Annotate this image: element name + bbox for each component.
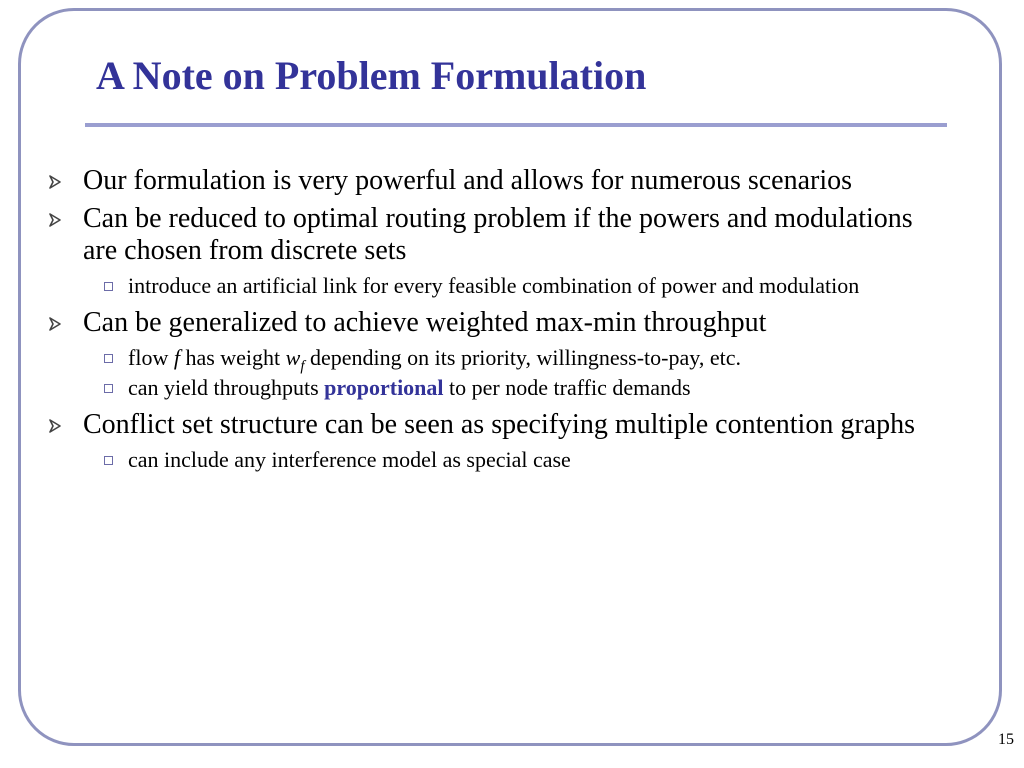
arrow-bullet-icon [48,175,62,189]
sub-bullet-text-part: can yield throughputs [128,375,325,400]
title-divider [85,123,947,127]
bullet-item [48,203,948,267]
square-bullet-icon [104,282,113,291]
sub-bullet-text: introduce an artificial link for every feasible combination of power and modulation [128,273,860,298]
bullet-text: Conflict set structure can be seen as specifying multiple contention graphs [83,409,915,440]
sub-bullet-text-part: flow [128,345,174,370]
bullet-item [48,307,948,339]
square-bullet-icon [104,456,113,465]
bullet-item [48,409,948,441]
sub-bullet-item [48,273,948,299]
arrow-bullet-icon [48,317,62,331]
page-number: 15 [998,731,1014,748]
bullet-text: Can be reduced to optimal routing problem if the powers and modulations are chosen from discrete sets [83,203,913,266]
sub-bullet-text-part: depending on its priority, willingness-to-pay, etc. [304,345,741,370]
square-bullet-icon [104,354,113,363]
slide-body [48,165,948,477]
variable-f: f [173,345,180,370]
arrow-bullet-icon [48,419,62,433]
square-bullet-icon [104,384,113,393]
sub-bullet-item [48,345,948,375]
bullet-item [48,165,948,197]
variable-w: w [285,345,301,370]
bullet-text: Can be generalized to achieve weighted max-min throughput [83,307,767,338]
arrow-bullet-icon [48,213,62,227]
slide-title: A Note on Problem Formulation [96,53,647,98]
variable-w-subscript: f [300,358,305,375]
sub-bullet-item [48,375,948,401]
emphasized-word: proportional [324,375,444,400]
sub-bullet-text-part: has weight [179,345,286,370]
sub-bullet-text: can include any interference model as special case [128,447,571,472]
sub-bullet-item [48,447,948,473]
bullet-text: Our formulation is very powerful and allows for numerous scenarios [83,165,853,196]
sub-bullet-text-part: to per node traffic demands [443,375,691,400]
